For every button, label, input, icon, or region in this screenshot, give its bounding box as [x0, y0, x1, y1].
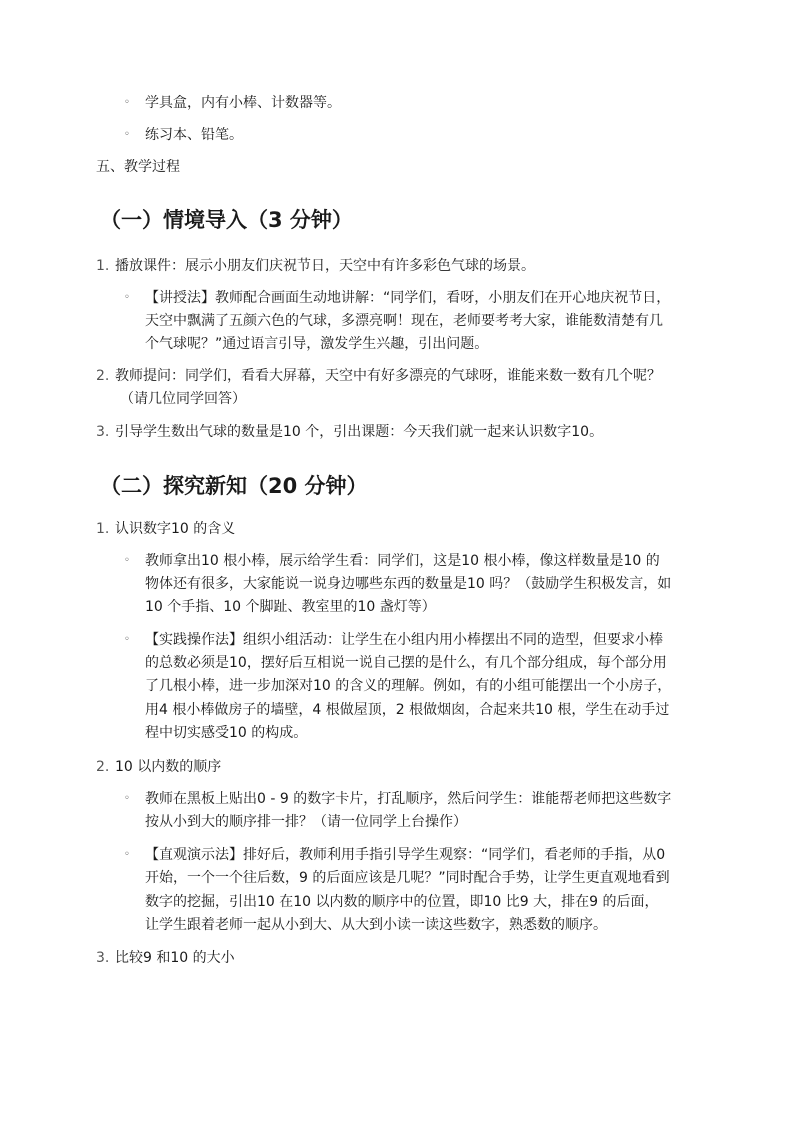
paragraph-line: 让学生跟着老师一起从小到大、从大到小读一读这些数字，熟悉数的顺序。: [145, 917, 607, 933]
bullet-marker: ◦: [124, 292, 130, 303]
paragraph-line: 按从小到大的顺序排一排？（请一位同学上台操作）: [145, 814, 467, 830]
paragraph-line: 的总数必须是10，摆好后互相说一说自己摆的是什么，有几个部分组成，每个部分用: [145, 655, 667, 671]
list-number: 2.: [96, 368, 110, 384]
paragraph-line: 【直观演示法】排好后，教师利用手指引导学生观察：“同学们，看老师的手指，从0: [145, 847, 666, 863]
paragraph-line: 了几根小棒，进一步加深对10 的含义的理解。例如，有的小组可能摆出一个小房子，: [145, 678, 672, 694]
paragraph-line: 程中切实感受10 的构成。: [145, 725, 308, 741]
bullet-marker: ◦: [124, 634, 130, 645]
list-item: 认识数字10 的含义: [115, 521, 236, 537]
bullet-marker: ◦: [124, 793, 130, 804]
part1-heading: （一）情境导入（3 分钟）: [100, 208, 353, 232]
materials-item: 练习本、铅笔。: [145, 127, 243, 143]
list-number: 3.: [96, 424, 110, 440]
list-item: 10 以内数的顺序: [115, 759, 222, 775]
list-number: 1.: [96, 258, 110, 274]
paragraph-line: 开始，一个一个往后数，9 的后面应该是几呢？”同时配合手势，让学生更直观地看到: [145, 870, 670, 886]
paragraph-line: 天空中飘满了五颜六色的气球，多漂亮啊！现在，老师要考考大家，谁能数清楚有几: [145, 313, 663, 329]
materials-item: 学具盒，内有小棒、计数器等。: [145, 95, 341, 111]
list-item: 播放课件：展示小朋友们庆祝节日，天空中有许多彩色气球的场景。: [115, 258, 535, 274]
paragraph-line: 用4 根小棒做房子的墙壁，4 根做屋顶，2 根做烟囱，合起来共10 根，学生在动手过: [145, 702, 670, 718]
bullet-marker: ◦: [124, 97, 130, 108]
paragraph-line: 10 个手指、10 个脚趾、教室里的10 盏灯等）: [145, 599, 436, 615]
list-number: 2.: [96, 759, 110, 775]
list-item: 引导学生数出气球的数量是10 个，引出课题：今天我们就一起来认识数字10。: [115, 424, 604, 440]
paragraph-line: 【讲授法】教师配合画面生动地讲解：“同学们，看呀，小朋友们在开心地庆祝节日，: [145, 290, 671, 306]
paragraph-line: 个气球呢？”通过语言引导，激发学生兴趣，引出问题。: [145, 336, 489, 352]
list-item: （请几位同学回答）: [120, 391, 246, 407]
part2-heading: （二）探究新知（20 分钟）: [100, 474, 368, 498]
list-number: 3.: [96, 950, 110, 966]
bullet-marker: ◦: [124, 129, 130, 140]
list-item: 比较9 和10 的大小: [115, 950, 235, 966]
list-number: 1.: [96, 521, 110, 537]
list-item: 教师提问：同学们，看看大屏幕，天空中有好多漂亮的气球呀，谁能来数一数有几个呢？: [115, 368, 661, 384]
paragraph-line: 教师在黑板上贴出0 - 9 的数字卡片，打乱顺序，然后问学生：谁能帮老师把这些数字: [145, 791, 672, 807]
bullet-marker: ◦: [124, 555, 130, 566]
paragraph-line: 数字的挖掘，引出10 在10 以内数的顺序中的位置，即10 比9 大，排在9 的后面，: [145, 894, 659, 910]
paragraph-line: 物体还有很多，大家能说一说身边哪些东西的数量是10 吗？（鼓励学生积极发言，如: [145, 576, 672, 592]
paragraph-line: 教师拿出10 根小棒，展示给学生看：同学们，这是10 根小棒，像这样数量是10 的: [145, 553, 660, 569]
bullet-marker: ◦: [124, 849, 130, 860]
paragraph-line: 【实践操作法】组织小组活动：让学生在小组内用小棒摆出不同的造型，但要求小棒: [145, 632, 663, 648]
section-title: 五、教学过程: [96, 159, 180, 175]
